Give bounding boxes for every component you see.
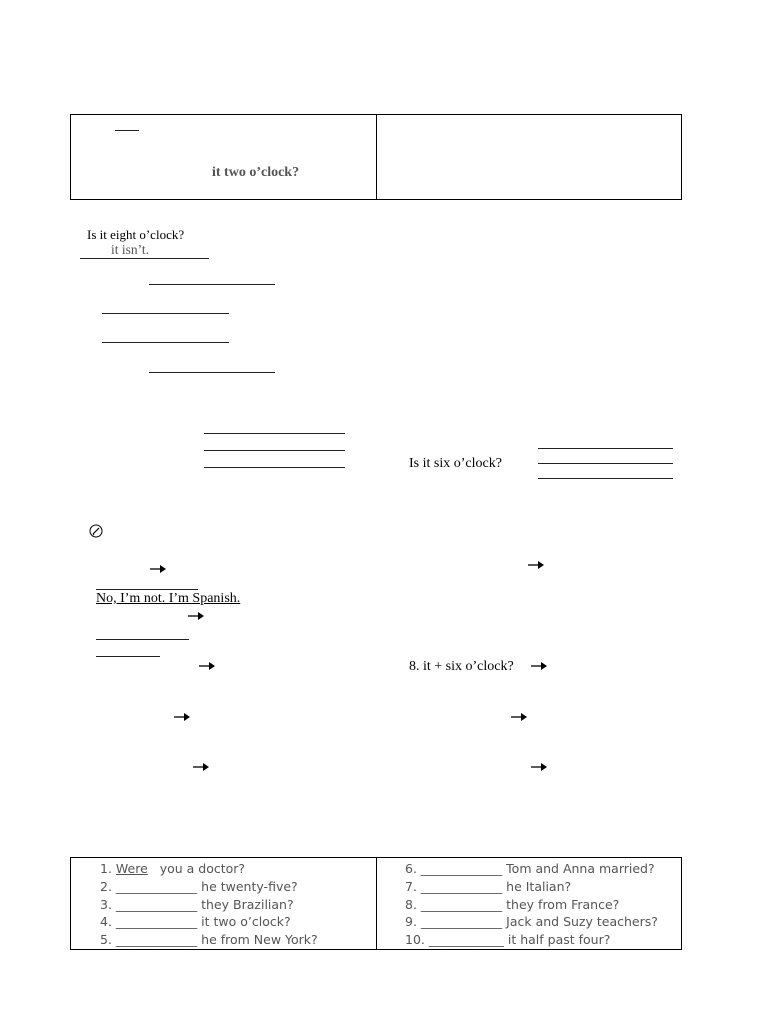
arrow-right-icon	[511, 712, 527, 722]
answer-line-3	[102, 342, 229, 343]
bottom-box-divider	[376, 857, 377, 950]
answer-line-2	[102, 313, 229, 314]
bottom-box-right-list	[405, 860, 658, 949]
arrow-right-icon	[199, 661, 215, 671]
top-box-question: it two o’clock?	[212, 165, 300, 180]
mid-right-line-2	[538, 463, 673, 464]
list-item: 6. _____________ Tom and Anna married?	[405, 861, 655, 876]
arrow-right-icon	[531, 661, 547, 671]
list-item: 10. ____________ it half past four?	[405, 932, 611, 948]
answer-line-6	[96, 656, 160, 657]
list-item: 1. Were you a doctor?	[100, 861, 246, 876]
arrow-right-icon	[193, 762, 209, 772]
list-item: 3. _____________ they Brazilian?	[100, 896, 294, 912]
list-item: 9. _____________ Jack and Suzy teachers?	[405, 914, 658, 930]
arrow-right-icon	[150, 564, 166, 574]
example-answer: it isn’t.	[111, 242, 150, 257]
top-box-divider	[376, 114, 377, 200]
arrow-right-icon	[188, 611, 204, 621]
mid-left-line-2	[204, 450, 345, 451]
list-item: 7. _____________ he Italian?	[405, 878, 572, 894]
answer-line-4	[149, 372, 275, 373]
example-question: Is it eight o’clock?	[87, 227, 185, 242]
list-item: 2. _____________ he twenty-five?	[100, 878, 298, 894]
middle-question: Is it six o’clock?	[409, 456, 502, 471]
mid-right-line-3	[538, 478, 673, 479]
arrow-right-icon	[174, 712, 190, 722]
mid-left-line-1	[204, 433, 345, 434]
mid-right-line-1	[538, 448, 673, 449]
section-example-answer: No, I’m not. I’m Spanish.	[96, 591, 241, 606]
answer-line-1	[149, 284, 275, 285]
list-item: 8. _____________ they from France?	[405, 896, 620, 912]
example-answer-line	[80, 258, 209, 259]
section-item-8: 8. it + six o’clock?	[409, 659, 514, 674]
list-item: 4. _____________ it two o’clock?	[100, 914, 291, 930]
arrow-right-icon	[531, 762, 547, 772]
answer-line-5	[96, 639, 189, 640]
example-answer-line-2	[96, 589, 198, 590]
arrow-right-icon	[528, 560, 544, 570]
top-box-dash	[115, 130, 139, 131]
bottom-box-left-list	[100, 860, 318, 949]
list-item: 5. _____________ he from New York?	[100, 932, 318, 948]
mid-left-line-3	[204, 467, 345, 468]
pencil-icon	[89, 524, 103, 538]
